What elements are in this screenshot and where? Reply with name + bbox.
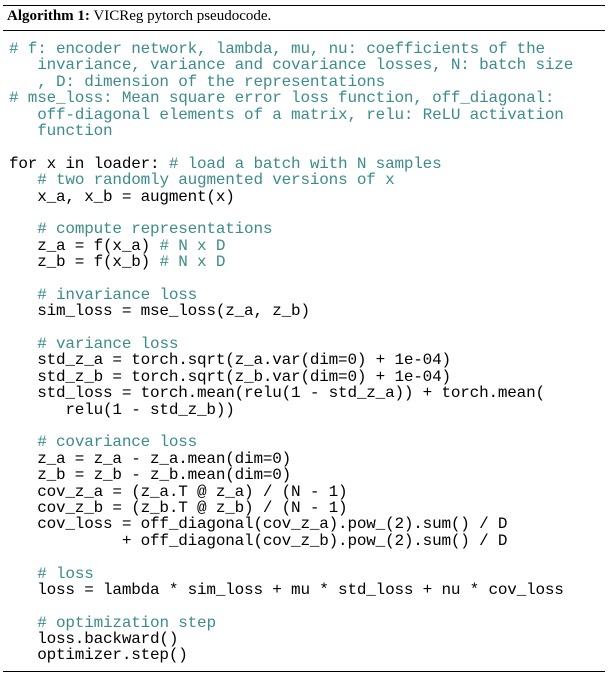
code-text: sim_loss = mse_loss(z_a, z_b): [9, 302, 310, 321]
code-comment: # compute representations: [37, 220, 273, 239]
code-comment: # N x D: [159, 253, 226, 272]
code-line: [9, 566, 573, 582]
code-line: [9, 402, 573, 418]
code-line: [9, 647, 573, 663]
code-line: [9, 631, 573, 647]
code-text: std_loss = torch.mean(relu(1 - std_z_a)) + torch.mean(: [9, 384, 545, 403]
algorithm-block: [3, 0, 605, 677]
code-line: [9, 533, 573, 549]
code-text: [9, 286, 37, 304]
code-comment: function: [9, 121, 113, 140]
code-line: [9, 254, 573, 270]
code-line: [9, 90, 573, 106]
code-text: [9, 220, 37, 238]
code-comment: , D: dimension of the representations: [9, 72, 386, 91]
code-line: [9, 352, 573, 368]
code-line: [9, 57, 573, 73]
code-text: [9, 433, 37, 451]
code-line: [9, 287, 573, 303]
caption-rule: [3, 30, 605, 31]
code-line: [9, 270, 573, 286]
code-text: optimizer.step(): [9, 646, 188, 665]
code-comment: # variance loss: [37, 335, 179, 354]
code-line: [9, 156, 573, 172]
code-text: relu(1 - std_z_b)): [9, 400, 235, 419]
code-line: [9, 582, 573, 598]
top-rule: [3, 5, 605, 6]
code-line: [9, 74, 573, 90]
code-line: [9, 615, 573, 631]
code-text: loss = lambda * sim_loss + mu * std_loss + nu * cov_loss: [9, 580, 564, 599]
pseudocode-listing: [9, 41, 573, 664]
code-comment: # mse_loss: Mean square error loss function, off_diagonal:: [9, 89, 555, 108]
code-text: cov_z_b = (z_b.T @ z_b) / (N - 1): [9, 498, 348, 517]
code-line: [9, 172, 573, 188]
code-comment: # two randomly augmented versions of x: [37, 171, 395, 190]
code-text: + off_diagonal(cov_z_b).pow_(2).sum() / D: [9, 531, 508, 550]
code-text: for x in loader:: [9, 154, 169, 173]
code-comment: # covariance loss: [37, 433, 198, 452]
code-comment: invariance, variance and covariance losses, N: batch size: [9, 56, 574, 75]
algorithm-title: VICReg pytorch pseudocode.: [93, 8, 272, 24]
code-line: [9, 123, 573, 139]
code-text: z_a = z_a - z_a.mean(dim=0): [9, 449, 292, 468]
code-line: [9, 516, 573, 532]
algorithm-label: Algorithm 1:: [7, 8, 90, 24]
code-text: z_b = z_b - z_b.mean(dim=0): [9, 466, 292, 485]
code-line: [9, 336, 573, 352]
code-text: cov_z_a = (z_a.T @ z_a) / (N - 1): [9, 482, 348, 501]
code-line: [9, 107, 573, 123]
code-text: std_z_b = torch.sqrt(z_b.var(dim=0) + 1e-04): [9, 367, 451, 386]
code-text: z_a = f(x_a): [9, 236, 160, 255]
code-comment: # invariance loss: [37, 285, 198, 304]
code-text: [9, 614, 37, 632]
code-line: [9, 598, 573, 614]
code-line: [9, 205, 573, 221]
code-line: [9, 139, 573, 155]
code-line: [9, 385, 573, 401]
code-comment: # load a batch with N samples: [168, 154, 442, 173]
code-text: [9, 171, 37, 189]
code-line: [9, 221, 573, 237]
code-line: [9, 369, 573, 385]
code-line: [9, 320, 573, 336]
code-comment: off-diagonal elements of a matrix, relu: ReLU activation: [9, 105, 564, 124]
code-text: [9, 335, 37, 353]
code-text: loss.backward(): [9, 630, 179, 649]
code-text: [9, 565, 37, 583]
bottom-rule: [3, 671, 605, 672]
code-line: [9, 434, 573, 450]
algorithm-caption: [7, 8, 271, 25]
code-text: x_a, x_b = augment(x): [9, 187, 235, 206]
code-text: std_z_a = torch.sqrt(z_a.var(dim=0) + 1e-04): [9, 351, 451, 370]
code-comment: # optimization step: [37, 613, 216, 632]
code-comment: # N x D: [159, 236, 226, 255]
code-comment: # loss: [37, 564, 94, 583]
code-line: [9, 418, 573, 434]
code-comment: # f: encoder network, lambda, mu, nu: coefficients of the: [9, 40, 545, 58]
code-line: [9, 238, 573, 254]
code-text: z_b = f(x_b): [9, 253, 160, 272]
code-line: [9, 484, 573, 500]
code-line: [9, 303, 573, 319]
code-line: [9, 189, 573, 205]
code-line: [9, 549, 573, 565]
code-line: [9, 41, 573, 57]
code-text: cov_loss = off_diagonal(cov_z_a).pow_(2).sum() / D: [9, 515, 508, 534]
code-line: [9, 467, 573, 483]
code-line: [9, 451, 573, 467]
code-line: [9, 500, 573, 516]
